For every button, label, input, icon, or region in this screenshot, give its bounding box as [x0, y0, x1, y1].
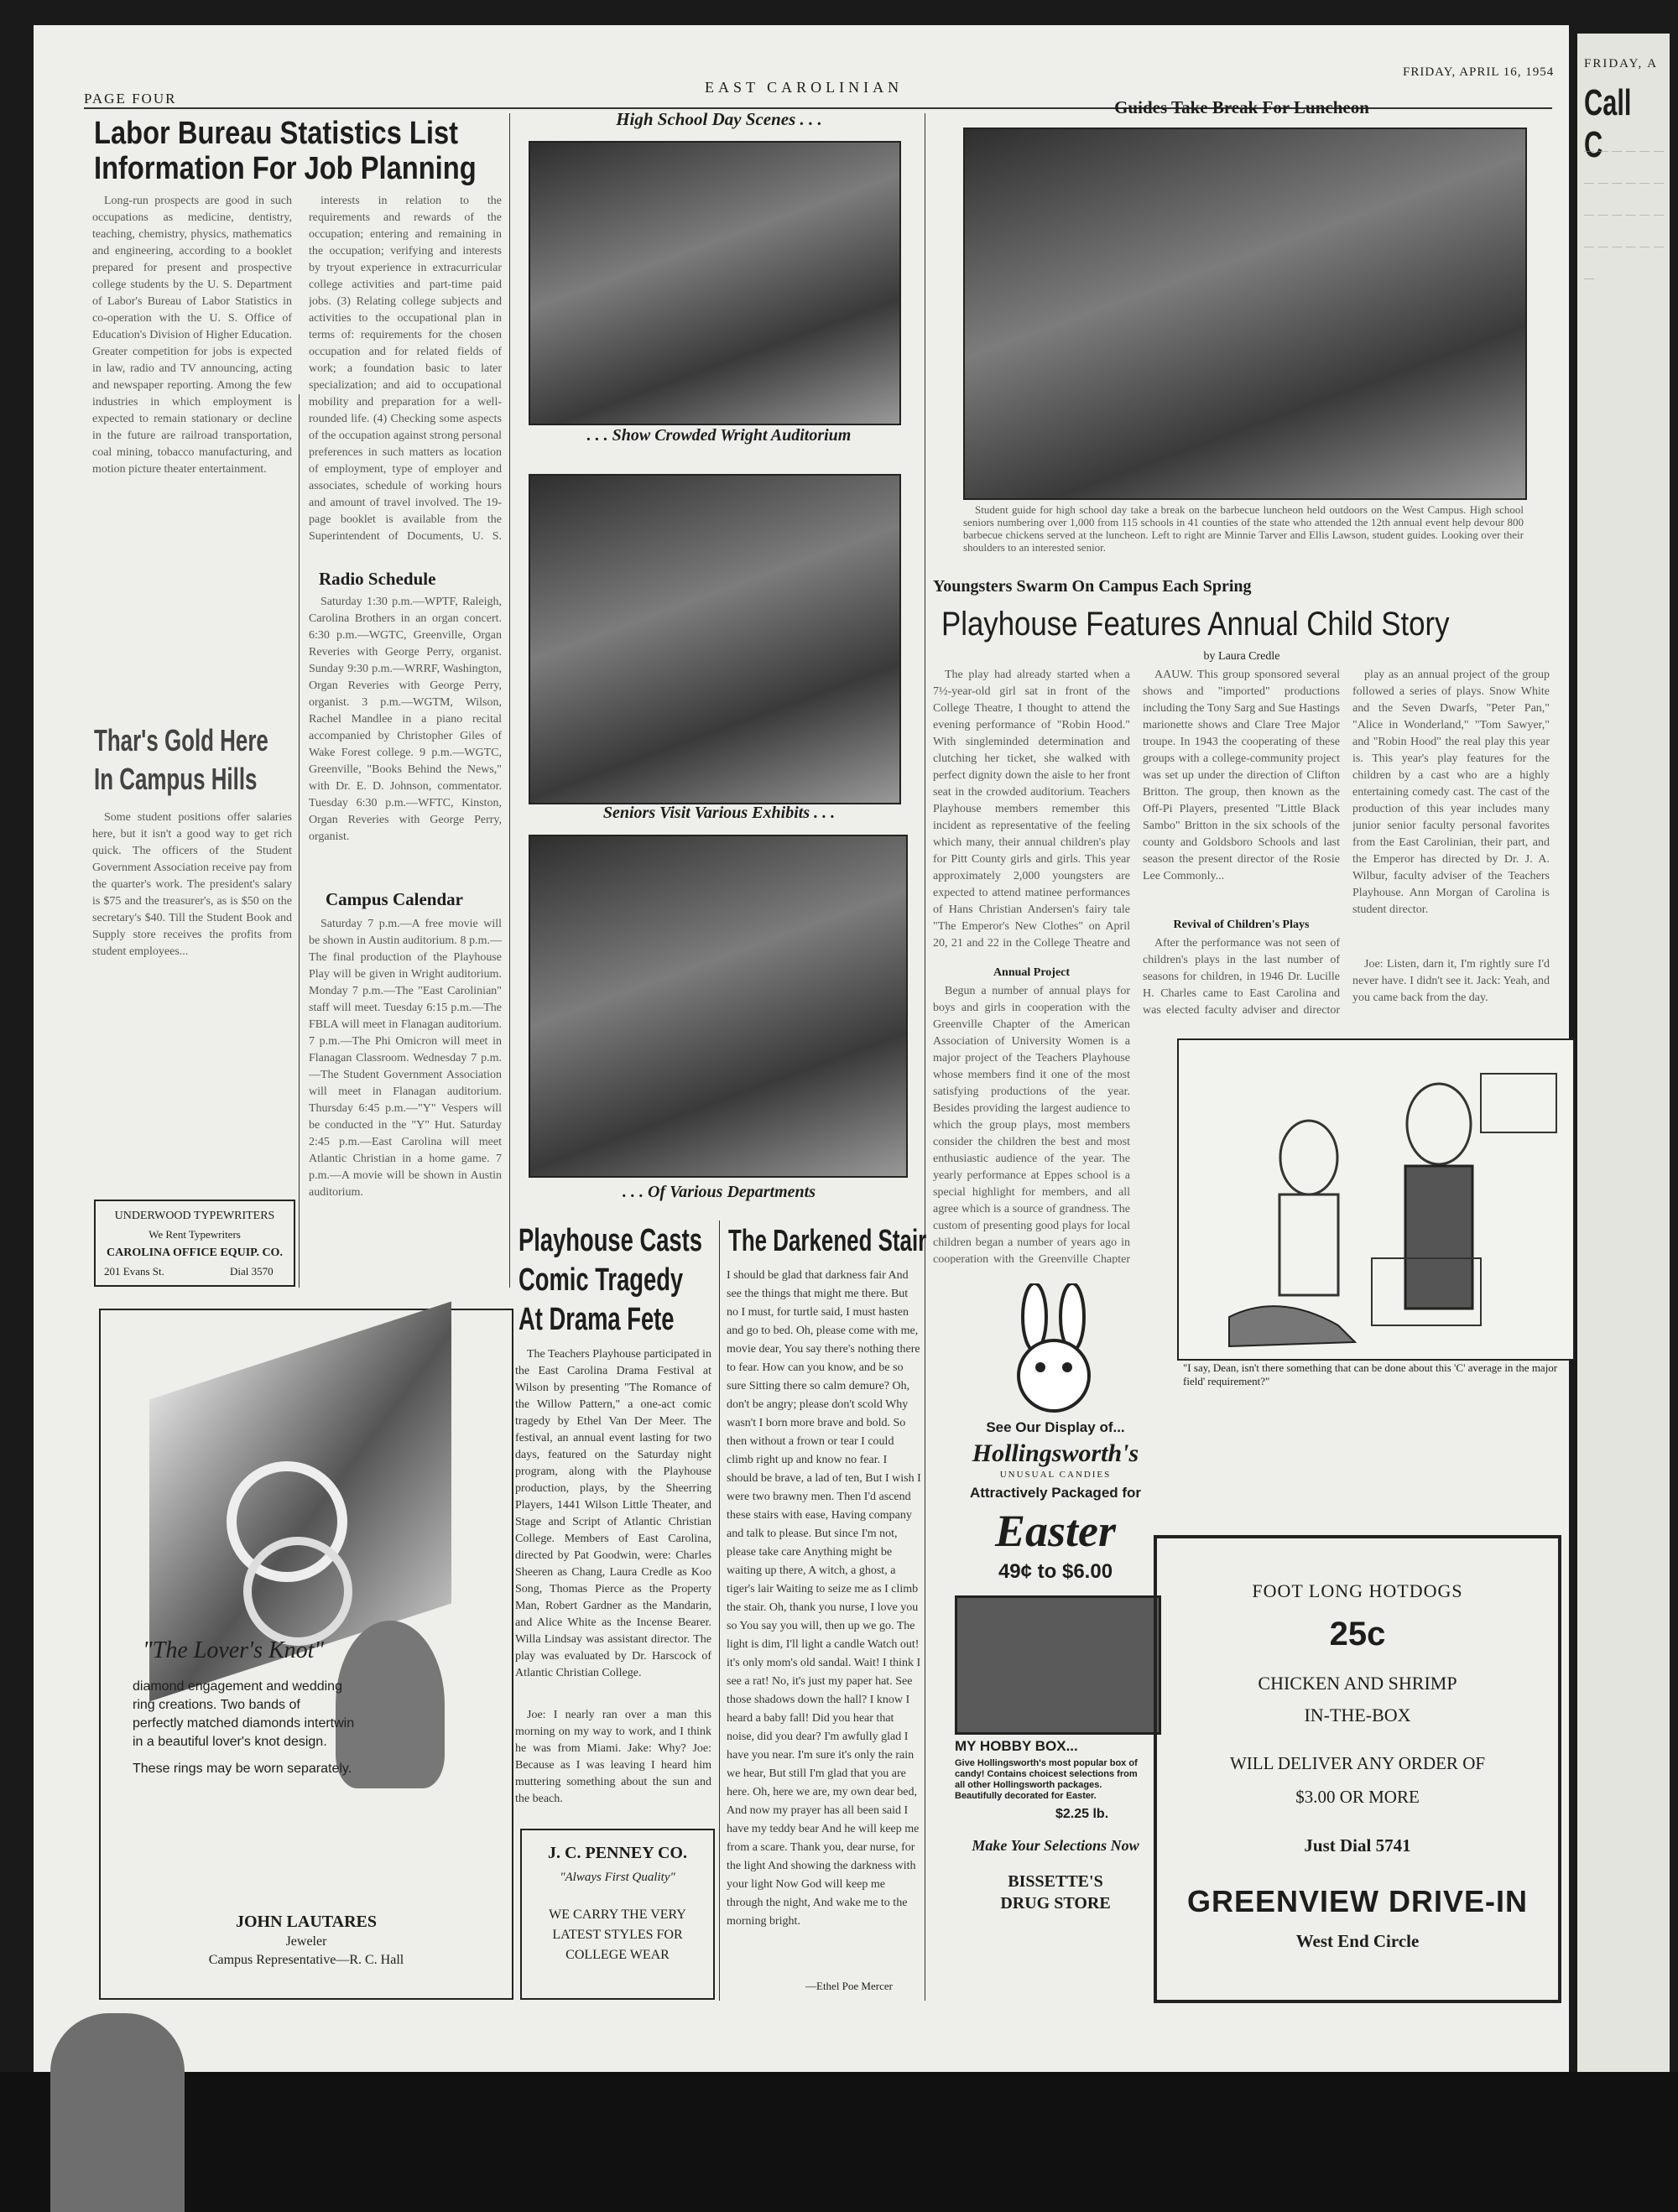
casts-headline-2: Comic Tragedy [519, 1262, 684, 1298]
hobby-box-image [955, 1595, 1161, 1735]
exhibit-photo [529, 474, 901, 804]
guides-caption: Student guide for high school day take a break on the barbecue luncheon held outdoors on the West Campus. High school seniors numbering over 1,000 from 115 schools in 41 counties of the state who attended the 12th annual event help devour 800 barbecue chickens served at the luncheon. Left to right are Minnie Tarver and Ellis Lawson, student guides. Looking over their shoulders to an interested senior. [963, 503, 1524, 554]
gold-headline-2: In Campus Hills [94, 762, 258, 796]
labor-headline-2: Information For Job Planning [94, 151, 477, 186]
playhouse-kicker: Youngsters Swarm On Campus Each Spring [933, 577, 1252, 596]
playhouse-col2: AAUW. This group sponsored several shows and "imported" productions including the Tony Sarg and Sue Hastings marionette shows and Clare Tree Major troupe. In 1943 the cooperating of these groups with a college-community project was set up under the direction of Clifton Britton. The group, then known as the Off-Pi Players, presented "Little Black Sambo" Britton in the six schools of the county and Goldsboro Schools and last season the present director of the Rosie Lee Commonly... [1143, 669, 1340, 882]
gold-headline-1: Thar's Gold Here [94, 723, 268, 757]
cartoon-caption: "I say, Dean, isn't there something that can be done about this 'C' average in the major field' requirement?" [1183, 1361, 1558, 1387]
auditorium-photo [529, 141, 901, 425]
labor-body-col2: interests in relation to the requirements and rewards of the occupation; entering and remaining in the occupation; verifying and interests by tryout experience in extracurricular college activities and part-time paid jobs. (3) Relating college subjects and activities to the occupational plan in terms of: requirements for the chosen occupation and for related fields of work; a foundation basic to later specialization; and aid to occupational mobility and preparation for a well-rounded life. (4) Checking some aspects of the occupation against strong personal preferences in such matters as location of employment, type of employer and associates, schedule of working hours and amount of travel involved. The 19-page booklet is available from the Superintendent of Documents, U. S. [309, 195, 502, 543]
edge-headline: Call C [1584, 82, 1632, 165]
penney-ad: J. C. PENNEY CO. "Always First Quality" WE CARRY THE VERY LATEST STYLES FOR COLLEGE WEAR [520, 1829, 715, 2000]
page-number: PAGE FOUR [84, 91, 177, 107]
calendar-title: Campus Calendar [326, 889, 463, 909]
paper-name: EAST CAROLINIAN [705, 79, 904, 96]
revival-subhead: Revival of Children's Plays [1173, 919, 1310, 931]
playhouse-headline: Playhouse Features Annual Child Story [941, 606, 1450, 643]
photo-caption-3: Seniors Visit Various Exhibits . . . [602, 804, 836, 822]
ring-icon-2 [243, 1537, 352, 1646]
photo-caption-2: . . . Show Crowded Wright Auditorium [586, 426, 852, 445]
bissette-candy-ad: See Our Display of... Hollingsworth's UNUSUAL CANDIES Attractively Packaged for Easter 49¢ to $6.00 MY HOBBY BOX... Give Hollingsworth's most popular box of candy! Contains choicest selections from all other Hollingsworth packages. Beautifully decorated for Easter. $2.25 lb. Make Your Selections Now BISSETTE'S DRUG STORE [938, 1275, 1173, 1996]
guides-photo [963, 128, 1527, 500]
dean-cartoon [1177, 1038, 1575, 1361]
edge-date: FRIDAY, A [1584, 57, 1659, 70]
playhouse-col3b: Joe: Listen, darn it, I'm rightly sure I'd never have. I didn't see it. Jack: Yeah, and you came back from the day. [1352, 958, 1550, 1004]
annual-project-subhead: Annual Project [993, 966, 1071, 979]
playhouse-col1b: Begun a number of annual plays for boys and girls in cooperation with the Greenville Chapter of the American Association of University Women is a major project of the Teachers Playhouse whose members find it one of the most satisfying productions of the year. Besides providing the largest audience to which the group plays, most members consider the children the best and most enthusiastic audience of the year. The yearly performance at Eppes school is a special highlight for members, and all agree which is a source of grandness. The custom of presenting good plays for local children began a number of years ago in cooperation with the Greenville Chapter [933, 985, 1130, 1264]
playhouse-byline: by Laura Credle [1203, 650, 1280, 663]
radio-body: Saturday 1:30 p.m.—WPTF, Raleigh, Carolina Brothers in an organ concert. 6:30 p.m.—WGTC, Greenville, Organ Reveries with George Perry, organist. Sunday 9:30 p.m.—WRRF, Washington, Organ Reveries with George Perry, organist. 3 p.m.—WGTM, Wilson, Rachel Mandlee in a piano recital accompanied by Christopher Giles of Wake Forest college. 9 p.m.—WGTC, Greenville, "Books Behind the News," with Dr. E. D. Johnson, commentator. Tuesday 6:30 p.m.—WFTC, Kinston, Organ Reveries with George Perry, organist. [309, 596, 502, 843]
scanner-hand [50, 2013, 185, 2212]
poem-title: The Darkened Stair [728, 1223, 927, 1257]
guides-title: Guides Take Break For Luncheon [1114, 97, 1369, 117]
calendar-body: Saturday 7 p.m.—A free movie will be shown in Austin auditorium. 8 p.m.—The final production of the Playhouse Play will be given in Wright auditorium. Monday 7 p.m.—The "East Carolinian" staff will meet. Tuesday 6:15 p.m.—The FBLA will meet in Flanagan auditorium. 7 p.m.—The Phi Omicron will meet in Flanagan Classroom. Wednesday 7 p.m.—The Student Government Association will meet in Flanagan auditorium. Thursday 6:45 p.m.—"Y" Vespers will be conducted in the "Y" Hut. Saturday 2:45 p.m.—East Carolina will meet Atlantic Christian in a home game. 7 p.m.—A movie will be shown in Austin auditorium. [309, 918, 502, 1199]
underwood-ad: UNDERWOOD TYPEWRITERS We Rent Typewriters CAROLINA OFFICE EQUIP. CO. 201 Evans St. Dial 3570 [94, 1200, 295, 1287]
departments-photo [529, 835, 908, 1178]
photo-caption-4: . . . Of Various Departments [622, 1183, 816, 1201]
radio-title: Radio Schedule [319, 569, 436, 589]
adjacent-page-edge: FRIDAY, A Call C — — — — — — — — — — — — — — — — — — — — — — — — — [1577, 34, 1670, 2105]
casts-joke: Joe: I nearly ran over a man this morning on my way to work, and I think he was from Miami. Jake: Why? Joe: Because as I was leaving I heard him muttering something about the sun and the beach. [515, 1709, 711, 1805]
casts-body: The Teachers Playhouse participated in the East Carolina Drama Festival at Wilson by presenting "The Romance of the Willow Pattern," a one-act comic tragedy by Ethel Van Der Meer. The festival, an annual event lasting for two days, featured on the Saturday night program, along with the Playhouse production, plays, by the Sheerring Players, 1441 Wilson Little Theater, and Stage and Script of Atlantic Christian College. Members of East Carolina, directed by Pat Goodwin, were: Charles Sheeren as Chang, Laura Credle as Koo Song, Thomas Pierce as the Property Man, Robert Gardner as the Mandarin, and Alice White as the Incense Bearer. Willa Lindsay was assistant director. The play was evaluated by Dr. Harscock of Atlantic Christian College. [515, 1348, 711, 1679]
photo-caption-1: High School Day Scenes . . . [616, 109, 822, 129]
labor-headline-1: Labor Bureau Statistics List [94, 116, 459, 151]
playhouse-col2b: After the performance was not seen of children's plays in the last number of seasons for children, in 1946 Dr. Lucille H. Charles came to East Carolina and was elected faculty adviser and director [1143, 937, 1340, 1017]
lautares-ring-ad: "The Lover's Knot" diamond engagement and wedding ring creations. Two bands of perfectly matched diamonds intertwin in a beautiful lover's knot design. These rings may be worn separately. JOHN LAUTARES Jeweler Campus Representative—R. C. Hall [99, 1309, 513, 2000]
scan-border [0, 2072, 1678, 2212]
gold-body: Some student positions offer salaries here, but it isn't a good way to get rich quick. The officers of the Student Government Association receive pay from the quarter's work. The president's salary is $75 and the treasurer's, as is $50 on the secretary's $40. Till the Student Book and Supply store receives the profits from student employees... [92, 811, 292, 958]
poem-body: I should be glad that darkness fair And see the things that might me there. But no I must, for turtle said, I must hasten and go to bed. Oh, please come with me, movie dear, You say there's nothing there to fear. How can you know, and be so sure Sitting there so calm demure? Oh, don't be angry; please don't scold Why wasn't I born more brave and bold. So then without a frown or tear I could climb right up and know no fear. I should be brave, a lad of ten, But I wish I were two brawny men. Then I'd ascend these stairs with ease, Having company and talk to please. But since I'm not, please take care Anything might be waiting up there, A witch, a ghost, a tiger's lair Waiting to seize me as I climb the stair. Oh, thank you nurse, I love you so You say you will, then up we go. The light is dim, I'll light a candle Watch out! it's only mom's old sandal. Wait! I think I see a rat! No, it's just my paper hat. See those shadows down the hall? I know I heard a baby fall! Did you hear that noise, did you dear? I'm awfully glad I have you near. I'm sure it's only the rain we hear, But still I'm glad that you are here. Oh, here we are, my own dear bed, And now my prayer has all been said I have my teddy bear And he will keep me from a scare. Thank you, dear nurse, for the light And showing the darkness with your light Now God will keep me through the night, And wake me to the morning bright. [727, 1269, 921, 1928]
playhouse-col1: The play had already started when a 7½-year-old girl sat in front of the College Theatre, I thought to attend the evening performance of "Robin Hood." With singleminded determination and clutching her ticket, she walked with perfect dignity down the aisle to her front seat in the crowded auditorium. Teachers Playhouse members remember this incident as representative of the feeling which many, their annual children's play for Pitt County girls and girls. This year approximately 2,000 youngsters are expected to attend matinee performances of Hans Christian Andersen's fairy tale "The Emperor's New Clothes" on April 20, 21 and 22 in the College Theatre and [933, 669, 1130, 948]
greenview-drivein-ad: FOOT LONG HOTDOGS 25c CHICKEN AND SHRIMP IN-THE-BOX WILL DELIVER ANY ORDER OF $3.00 OR MORE Just Dial 5741 GREENVIEW DRIVE-IN West End Circle [1154, 1535, 1561, 2003]
poem-author: —Ethel Poe Mercer [805, 1980, 893, 1992]
casts-headline-3: At Drama Fete [519, 1302, 675, 1337]
labor-body-col1: Long-run prospects are good in such occupations as medicine, dentistry, teaching, chemistry, physics, mathematics and engineering, according to a booklet prepared for present and prospective college students by the U. S. Department of Labor's Bureau of Labor Statistics in co-operation with the U. S. Office of Education's Division of Higher Education. Greater competition for jobs is expected in law, radio and TV announcing, acting and newspaper reporting. Among the few industries in which employment is expected to remain stationary or decline in the future are railroad transportation, coal mining, tobacco manufacturing, and motion picture theater entertainment. [92, 195, 292, 476]
easter-bunny-icon [980, 1283, 1123, 1418]
man-illustration [336, 1621, 445, 1788]
cartoon-drawing [1179, 1040, 1573, 1359]
casts-headline-1: Playhouse Casts [519, 1223, 702, 1258]
playhouse-col3: play as an annual project of the group followed a series of plays. Snow White and the Seven Dwarfs, "Peter Pan," "Alice in Wonderland," "Tom Sawyer," and "Robin Hood" the real play this year is. This year's play features for the children by a cast who are a highly entertaining comedy cast. The cast of the production of this year includes many junior senior faculty personal favorites from the East Carolinian, their part, and the Emperor has directed by Dr. J. A. Wilbur, faculty adviser of the Teachers Playhouse. Ann Morgan of Carolina is student director. [1352, 669, 1550, 916]
page-date: FRIDAY, APRIL 16, 1954 [1403, 65, 1555, 79]
